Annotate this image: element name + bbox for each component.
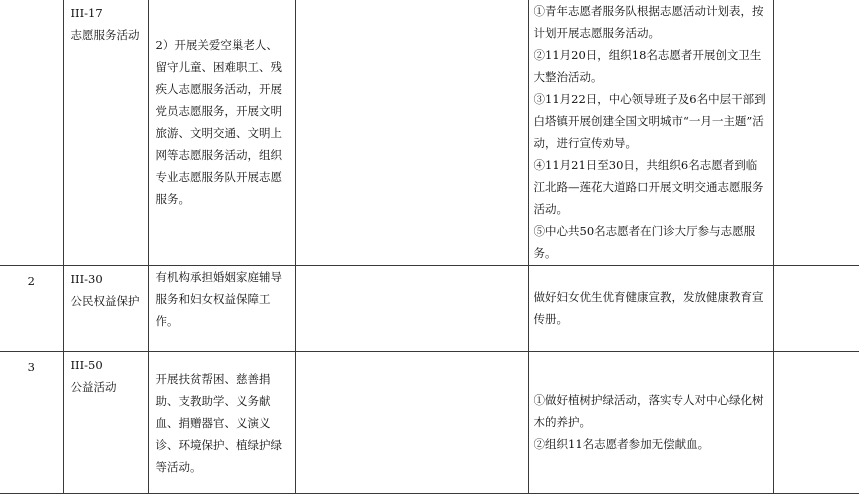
- item-cell: [63, 351, 148, 493]
- implementation-detail: [528, 351, 773, 493]
- item-title: 公益活动: [70, 379, 117, 394]
- detail-line: 做好妇女优生优育健康宣教，发放健康教育宣传册。: [533, 290, 764, 326]
- detail-line: ②11月20日，组织18名志愿者开展创文卫生大整治活动。: [533, 48, 762, 84]
- item-cell: [63, 265, 148, 351]
- detail-line: ③11月22日，中心领导班子及6名中层干部到白塔镇开展创建全国文明城市“一月一主题”活动，进行宣传劝导。: [533, 92, 766, 150]
- notes-cell: [295, 0, 528, 265]
- item-cell: [63, 0, 148, 265]
- item-code: III-17: [70, 6, 103, 20]
- requirement-content: 开展扶贫帮困、慈善捐助、支教助学、义务献血、捐赠器官、义演义诊、环境保护、植绿护绿等活动。: [148, 351, 295, 493]
- item-code: III-50: [70, 357, 103, 372]
- notes-cell: [295, 265, 528, 351]
- remark-cell: [773, 265, 859, 351]
- detail-line: ①做好植树护绿活动，落实专人对中心绿化树木的养护。: [533, 393, 764, 429]
- remark-cell: [773, 351, 859, 493]
- detail-line: ②组织11名志愿者参加无偿献血。: [533, 437, 710, 451]
- detail-line: ①青年志愿者服务队根据志愿活动计划表，按计划开展志愿服务活动。: [533, 4, 764, 40]
- detail-line: ④11月21日至30日，共组织6名志愿者到临江北路—莲花大道路口开展文明交通志愿服务活动。: [533, 158, 764, 216]
- requirement-content: 2）开展关爱空巢老人、留守儿童、困难职工、残疾人志愿服务活动，开展党员志愿服务，开展文明旅游、文明交通、文明上网等志愿服务活动，组织专业志愿服务队开展志愿服务。: [148, 0, 295, 265]
- row-number: [0, 0, 63, 265]
- table-row: [0, 265, 859, 351]
- remark-cell: [773, 0, 859, 265]
- item-title: 公民权益保护: [70, 293, 140, 308]
- row-number: 2: [0, 265, 63, 351]
- item-title: 志愿服务活动: [70, 28, 140, 42]
- table-row: [0, 351, 859, 493]
- implementation-detail: [528, 0, 773, 265]
- notes-cell: [295, 351, 528, 493]
- item-code: III-30: [70, 271, 103, 286]
- requirement-content: 有机构承担婚姻家庭辅导服务和妇女权益保障工作。: [148, 265, 295, 351]
- implementation-detail: [528, 265, 773, 351]
- detail-line: ⑤中心共50名志愿者在门诊大厅参与志愿服务。: [533, 224, 756, 260]
- row-number: 3: [0, 351, 63, 493]
